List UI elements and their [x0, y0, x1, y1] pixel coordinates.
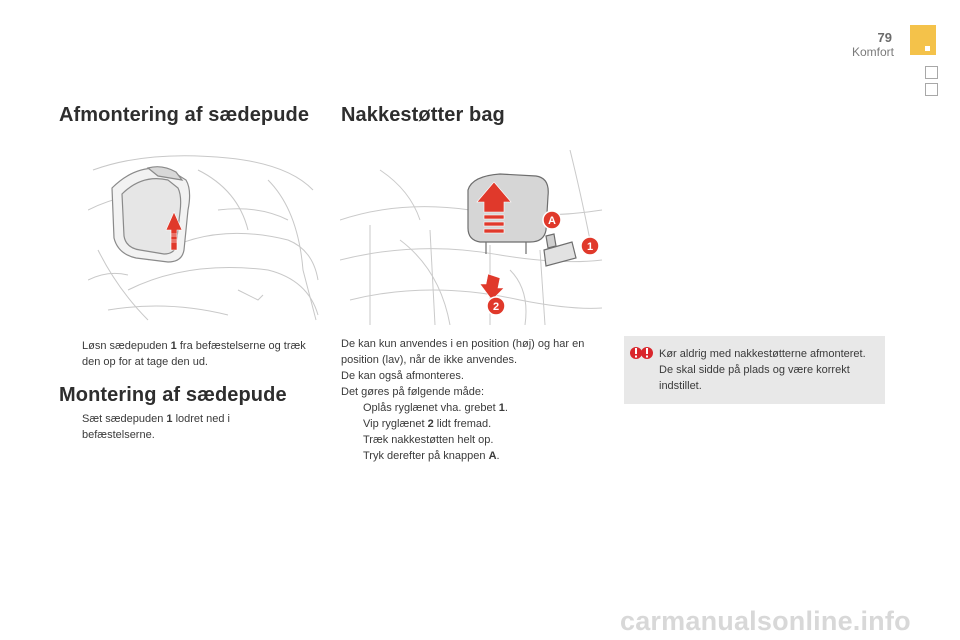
list-item: Løsn sædepuden 1 fra befæstelserne og træk den op for at tage den ud. [82, 340, 306, 368]
headrest-steps-list [341, 400, 603, 464]
warning-box [624, 336, 885, 404]
callout-1 [581, 237, 599, 255]
warning-text: Kør aldrig med nakkestøtterne afmonteret. De skal sidde på plads og være korrekt indstillet. [659, 348, 866, 392]
illustration-rear-headrest [340, 150, 604, 325]
chapter-tab[interactable] [925, 83, 938, 96]
list-item: Tryk derefter på knappen A. [363, 450, 500, 462]
mount-steps-list [60, 411, 270, 443]
list-item: Vip ryglænet 2 lidt fremad. [363, 418, 492, 430]
remove-steps-list [60, 338, 315, 370]
svg-text:A: A [548, 215, 556, 227]
heading-remove-cushion: Afmontering af sædepude [59, 104, 310, 126]
headrest-drawing [340, 150, 604, 325]
heading-mount-cushion: Montering af sædepude [59, 384, 287, 406]
watermark: carmanualsonline.info [620, 606, 911, 636]
svg-text:1: 1 [586, 241, 594, 253]
page-number: 79 [877, 30, 892, 45]
svg-text:2: 2 [492, 301, 500, 313]
list-item: Sæt sædepuden 1 lodret ned i befæstelserne. [82, 413, 230, 441]
list-item: Oplås ryglænet vha. grebet 1. [363, 402, 508, 414]
heading-rear-headrests: Nakkestøtter bag [341, 104, 505, 126]
headrest-intro: De kan kun anvendes i en position (høj) og har en position (lav), når de ikke anvendes. De kan også afmonteres. Det gøres på følgende måde: [341, 338, 585, 398]
list-item: Træk nakkestøtten helt op. [363, 434, 494, 446]
section-title: Komfort [851, 45, 894, 59]
seat-cushion-drawing [88, 150, 320, 325]
callout-a [543, 211, 561, 229]
callout-2 [487, 297, 505, 315]
warning-icon [630, 344, 654, 362]
chapter-tab-active[interactable] [910, 25, 936, 55]
illustration-seat-cushion [88, 150, 320, 325]
chapter-tab[interactable] [925, 66, 938, 79]
